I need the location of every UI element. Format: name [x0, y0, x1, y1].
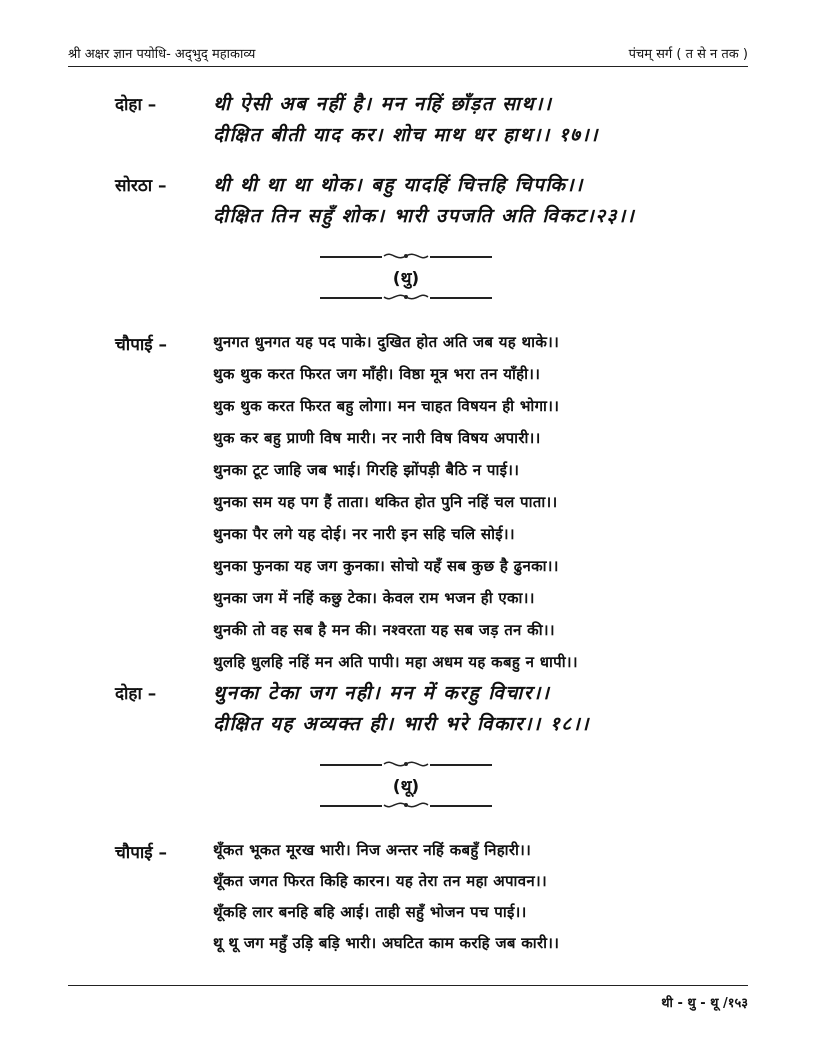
section-divider — [320, 245, 492, 311]
verse-line: दीक्षित बीती याद कर। शोच माथ धर हाथ।। १७।। — [213, 124, 599, 146]
footer-rule — [68, 985, 748, 986]
verse-line: थी ऐसी अब नहीं है। मन नहिं छाँड़त साथ।। — [213, 93, 553, 115]
verse-line: थूँकत जगत फिरत किहि कारन। यह तेरा तन महा अपावन।। — [213, 872, 547, 890]
verse-line: थुक कर बहु प्राणी विष मारी। नर नारी विष विषय अपारी।। — [213, 429, 541, 447]
verse-label: दोहा – — [115, 684, 157, 704]
page-number: थी - थु - थू /१५३ — [661, 996, 748, 1011]
verse-line: थुनका फुनका यह जग कुनका। सोचो यहँ सब कुछ है ढुनका।। — [213, 557, 559, 575]
verse-line: थुनका पैर लगे यह दोई। नर नारी इन सहि चलि सोई।। — [213, 525, 515, 543]
ornament-icon — [382, 799, 430, 811]
ornament-icon — [382, 291, 430, 303]
verse-line: थुनका सम यह पग हैं ताता। थकित होत पुनि नहिं चल पाता।। — [213, 493, 558, 511]
verse-line: थुलहि धुलहि नहिं मन अति पापी। महा अधम यह कबहु न धापी।। — [213, 653, 578, 671]
verse-label: दोहा – — [115, 95, 157, 115]
verse-line: थूँकत भूकत मूरख भारी। निज अन्तर नहिं कबहुँ निहारी।। — [213, 841, 532, 859]
ornament-icon — [382, 250, 430, 262]
verse-line: थुनका जग में नहिं कछु टेका। केवल राम भजन ही एका।। — [213, 589, 535, 607]
ornament-icon — [382, 758, 430, 770]
verse-line: थू थू जग महुँ उड़ि बड़ि भारी। अघटित काम करहि जब कारी।। — [213, 934, 560, 952]
verse-label: चौपाई – — [115, 843, 168, 863]
section-title: (थू) — [392, 777, 420, 797]
book-title: श्री अक्षर ज्ञान पयोधि- अद्‌भुद् महाकाव्य — [68, 47, 256, 62]
verse-line: थुनका टूट जाहि जब भाई। गिरहि झोंपड़ी बैठि न पाई।। — [213, 461, 520, 479]
verse-line: थुनकी तो वह सब है मन की। नश्वरता यह सब जड़ तन की।। — [213, 621, 555, 639]
verse-line: थुक थुक करत फिरत जग माँही। विष्ठा मूत्र भरा तन याँही।। — [213, 365, 541, 383]
verse-label: चौपाई – — [115, 335, 168, 355]
verse-label: सोरठा – — [115, 176, 167, 196]
page-header — [68, 42, 748, 67]
verse-line: थी थी था था थोक। बहु यादहिं चित्तहि चिपकि।। — [213, 174, 584, 196]
verse-line: थुक थुक करत फिरत बहु लोगा। मन चाहत विषयन ही भोगा।। — [213, 397, 560, 415]
section-divider — [320, 753, 492, 819]
verse-line: थुनका टेका जग नही। मन में करहु विचार।। — [213, 682, 551, 704]
section-title: (थु) — [392, 269, 420, 289]
verse-line: दीक्षित तिन सहुँ शोक। भारी उपजति अति विकट।२३।। — [213, 205, 636, 227]
verse-line: दीक्षित यह अव्यक्त ही। भारी भरे विकार।। १८।। — [213, 713, 590, 735]
verse-line: थूँकहि लार बनहि बहि आई। ताही सहुँ भोजन पच पाई।। — [213, 903, 527, 921]
chapter-title: पंचम् सर्ग ( त से न तक ) — [628, 47, 748, 62]
verse-line: थुनगत धुनगत यह पद पाके। दुखित होत अति जब यह थाके।। — [213, 333, 560, 351]
